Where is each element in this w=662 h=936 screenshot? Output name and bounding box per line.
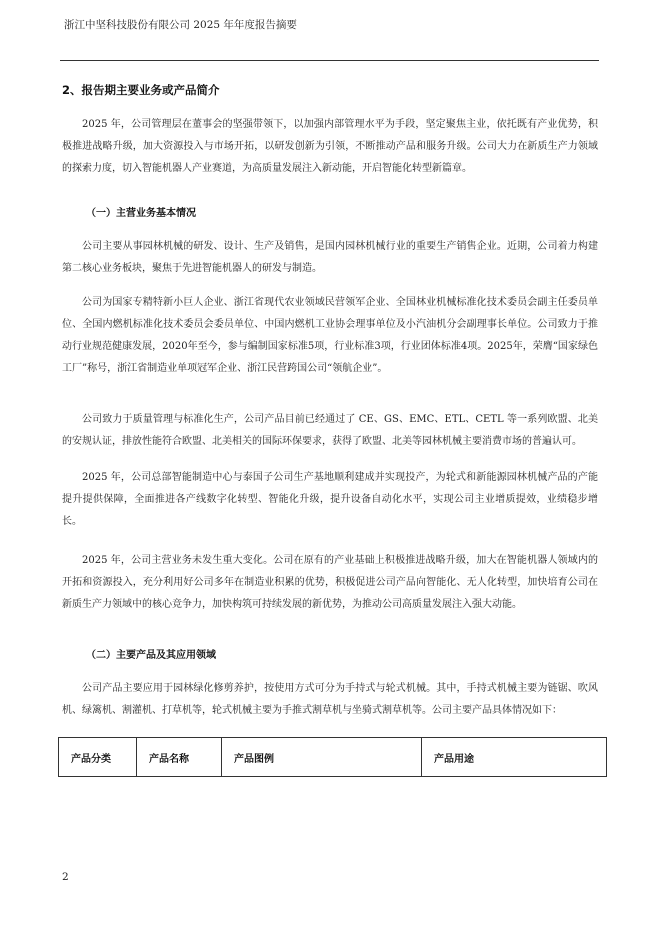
business-paragraph-4: 2025 年，公司总部智能制造中心与泰国子公司生产基地顺利建成并实现投产，为轮式和新能源园林机械产品的产能提升提供保障，全面推进各产线数字化转型、智能化升级，提升设备自动化水平，实现公司主业增质提效，业绩稳步增长。 bbox=[62, 472, 598, 527]
page-number: 2 bbox=[62, 871, 69, 883]
section-title: 2、报告期主要业务或产品简介 bbox=[62, 83, 220, 97]
intro-paragraph: 2025 年，公司管理层在董事会的坚强带领下，以加强内部管理水平为手段，坚定聚焦主业，依托既有产业优势，积极推进战略升级，加大资源投入与市场开拓，以研发创新为引领，不断推动产品和服务升级。公司大力在新质生产力领域的探索力度，切入智能机器人产业赛道，为高质量发展注入新动能，开启智能化转型新篇章。 bbox=[62, 119, 598, 174]
table-header-row bbox=[59, 738, 607, 777]
business-paragraph-3: 公司致力于质量管理与标准化生产，公司产品目前已经通过了 CE、GS、EMC、ETL、CETL 等一系列欧盟、北美的安规认证，排放性能符合欧盟、北美相关的国际环保要求，获得了欧盟、北美等园林机械主要消费市场的普遍认可。 bbox=[62, 414, 598, 447]
products-table bbox=[58, 737, 607, 777]
header-product-category: 产品分类 bbox=[59, 738, 137, 777]
report-header: 浙江中坚科技股份有限公司 2025 年年度报告摘要 bbox=[64, 19, 297, 31]
subsection-title-products: （二）主要产品及其应用领域 bbox=[86, 650, 216, 661]
business-paragraph-2: 公司为国家专精特新小巨人企业、浙江省现代农业领域民营领军企业、全国林业机械标准化技术委员会副主任委员单位、全国内燃机标准化技术委员会委员单位、中国内燃机工业协会理事单位及小汽油机分会副理事长单位。公司致力于推动行业规范健康发展，2020年至今，参与编制国家标准5项，行业标准3项，行业团体标准4项。2025年，荣膺“国家绿色工厂”称号，浙江省制造业单项冠军企业、浙江民营跨国公司“领航企业”。 bbox=[62, 297, 598, 374]
business-paragraph-5: 2025 年，公司主营业务未发生重大变化。公司在原有的产业基础上积极推进战略升级，加大在智能机器人领域内的开拓和资源投入，充分利用好公司多年在制造业积累的优势，积极促进公司产品向智能化、无人化转型，加快培育公司在新质生产力领域中的核心竞争力，加快构筑可持续发展的新优势，为推动公司高质量发展注入强大动能。 bbox=[62, 555, 598, 610]
header-product-image: 产品图例 bbox=[222, 738, 422, 777]
subsection-title-business: （一）主营业务基本情况 bbox=[86, 208, 196, 219]
header-product-usage: 产品用途 bbox=[422, 738, 607, 777]
header-divider bbox=[60, 60, 599, 61]
products-paragraph: 公司产品主要应用于园林绿化修剪养护，按使用方式可分为手持式与轮式机械。其中，手持式机械主要为链锯、吹风机、绿篱机、割灌机、打草机等，轮式机械主要为手推式割草机与坐骑式割草机等。公司主要产品具体情况如下： bbox=[62, 683, 598, 716]
business-paragraph-1: 公司主要从事园林机械的研发、设计、生产及销售，是国内园林机械行业的重要生产销售企业。近期，公司着力构建第二核心业务板块，聚焦于先进智能机器人的研发与制造。 bbox=[62, 241, 598, 274]
header-product-name: 产品名称 bbox=[137, 738, 222, 777]
